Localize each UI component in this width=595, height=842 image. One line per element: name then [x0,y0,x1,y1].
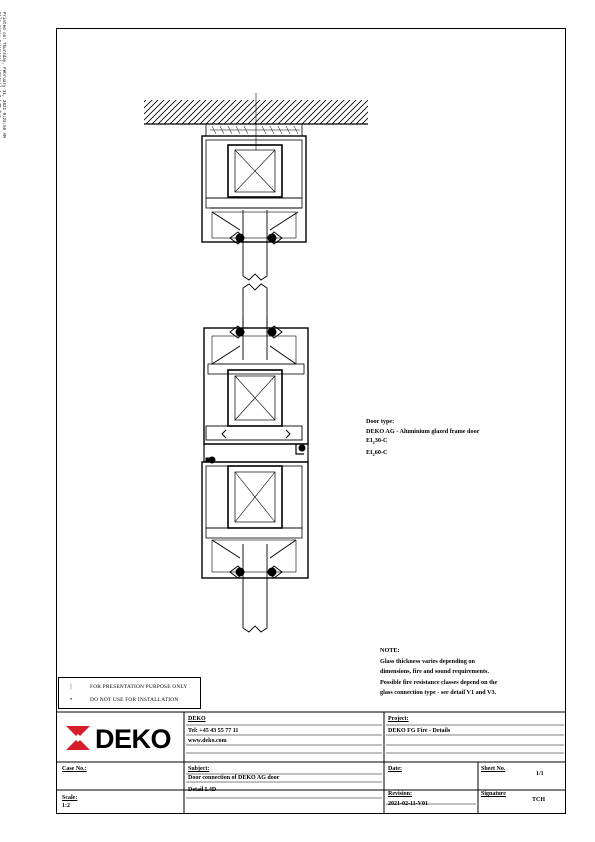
revision-label: Revision: [388,791,412,797]
door-type-line-2-prefix: EI [366,437,373,444]
note-line: Possible fire resistance classes depend on the [380,678,498,686]
door-type-line-1: DEKO AG - Aluminium glazed frame door [366,427,480,435]
company-web: www.deko.com [188,738,227,744]
note-line: dimensions, fire and sound requirements. [380,668,489,675]
detail-value: Detail L4D [188,787,217,793]
door-type-line-2 [366,436,479,448]
threshold-joint [204,444,308,463]
company-label: DEKO [188,716,206,722]
deko-logo [92,724,171,755]
door-type-line-3-suffix: 60-C [374,448,388,456]
print-stamp-line-1: Printed on: Thursday, February 11, 2021 9:23:55 AM [1,12,5,138]
door-type-line-3-prefix: EI [366,448,373,456]
subject-label: Subject: [188,766,210,772]
pipe-mark: | [70,684,72,690]
deko-logo-text: DEKO [95,724,172,754]
project-value: DEKO FG Fire - Details [388,728,451,734]
case-number-label: Case No.: [62,766,87,772]
company-tel: Tel: +45 43 55 77 11 [188,728,239,734]
sheet-number-label: Sheet No. [481,766,506,772]
presentation-line-1: FOR PRESENTATION PURPOSE ONLY [90,684,188,690]
scale-value: 1:2 [62,803,70,809]
door-type-line-2-sub: 2 [372,440,375,446]
signature-value: TCH [532,797,546,803]
gasket-top [206,124,302,136]
glass-pane-lower [243,544,267,632]
top-frame-profile [202,136,306,244]
project-label: Project: [388,716,409,722]
door-type-line-3-sub: 2 [372,451,375,457]
bottom-frame-profile [202,462,308,578]
glass-pane-upper [243,210,267,280]
note-block [380,646,560,699]
door-leaf-profile [204,326,308,444]
glass-pane-leaf [243,318,267,360]
presentation-row-1 [67,684,188,690]
bullet-mark: • [69,697,73,703]
door-type-heading: Door type: [366,418,395,425]
signature-label: Signature [481,791,506,797]
presentation-line-2: DO NOT USE FOR INSTALLATION [90,697,179,703]
presentation-row-2 [67,697,178,703]
glass-pane-middle [243,284,267,330]
date-label: Date: [388,766,402,772]
note-heading: NOTE: [380,647,400,654]
door-type-annotation [366,417,479,459]
revision-value: 2021-02-11-V01 [388,801,428,807]
subject-value: Door connection of DEKO AG door [188,775,280,781]
note-line: Glass thickness varies depending on [380,657,475,665]
note-line: glass connection type - see detail V1 and V3. [380,689,497,696]
deko-logo-symbol [66,726,90,750]
scale-label: Scale: [62,795,78,801]
door-type-line-2-suffix: 30-C [374,437,388,444]
presentation-notice-box [58,677,201,709]
door-type-line-3 [366,448,479,460]
sheet-number-value: 1/1 [536,771,544,777]
